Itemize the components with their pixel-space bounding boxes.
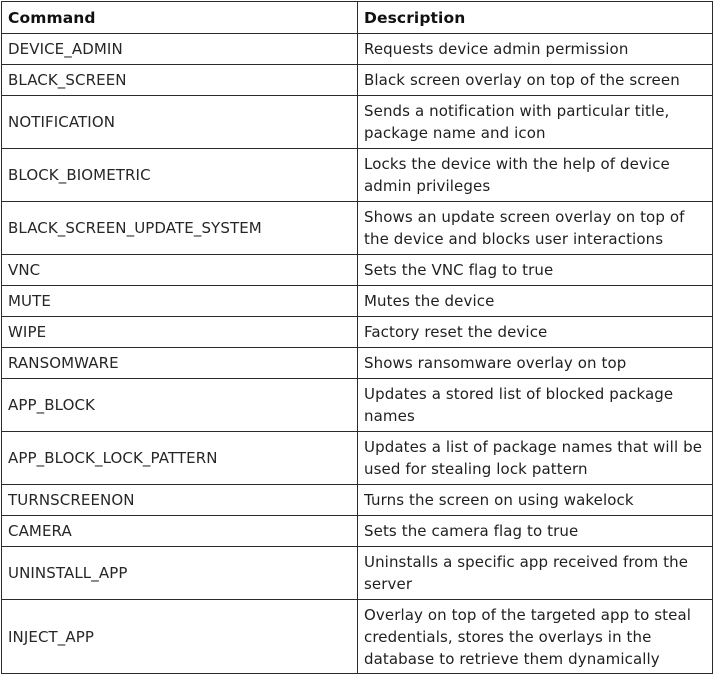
table-row	[2, 317, 713, 348]
command-column-header: Command	[2, 2, 358, 34]
description-cell: Black screen overlay on top of the screen	[358, 65, 713, 96]
command-cell: INJECT_APP	[2, 600, 358, 674]
command-cell: TURNSCREENON	[2, 485, 358, 516]
description-cell: Sends a notification with particular title, package name and icon	[358, 96, 713, 149]
table-row	[2, 600, 713, 674]
table-row	[2, 379, 713, 432]
table-row	[2, 65, 713, 96]
table-row	[2, 547, 713, 600]
table-body	[2, 34, 713, 674]
table-row	[2, 286, 713, 317]
description-column-header: Description	[358, 2, 713, 34]
description-cell: Turns the screen on using wakelock	[358, 485, 713, 516]
description-cell: Locks the device with the help of device admin privileges	[358, 149, 713, 202]
commands-table	[1, 1, 713, 674]
description-cell: Updates a stored list of blocked package names	[358, 379, 713, 432]
description-cell: Shows an update screen overlay on top of the device and blocks user interactions	[358, 202, 713, 255]
description-cell: Uninstalls a specific app received from the server	[358, 547, 713, 600]
header-row	[2, 2, 713, 34]
command-cell: MUTE	[2, 286, 358, 317]
table-row	[2, 348, 713, 379]
command-cell: DEVICE_ADMIN	[2, 34, 358, 65]
description-cell: Requests device admin permission	[358, 34, 713, 65]
table-row	[2, 96, 713, 149]
table-row	[2, 255, 713, 286]
command-cell: VNC	[2, 255, 358, 286]
table-row	[2, 149, 713, 202]
table-row	[2, 485, 713, 516]
description-cell: Overlay on top of the targeted app to steal credentials, stores the overlays in the database to retrieve them dynamically	[358, 600, 713, 674]
command-cell: BLOCK_BIOMETRIC	[2, 149, 358, 202]
command-cell: BLACK_SCREEN	[2, 65, 358, 96]
table-row	[2, 432, 713, 485]
description-cell: Updates a list of package names that will be used for stealing lock pattern	[358, 432, 713, 485]
command-cell: WIPE	[2, 317, 358, 348]
command-cell: NOTIFICATION	[2, 96, 358, 149]
command-cell: APP_BLOCK_LOCK_PATTERN	[2, 432, 358, 485]
table-row	[2, 202, 713, 255]
table-row	[2, 34, 713, 65]
description-cell: Sets the camera flag to true	[358, 516, 713, 547]
command-cell: CAMERA	[2, 516, 358, 547]
description-cell: Mutes the device	[358, 286, 713, 317]
command-cell: APP_BLOCK	[2, 379, 358, 432]
description-cell: Sets the VNC flag to true	[358, 255, 713, 286]
command-cell: RANSOMWARE	[2, 348, 358, 379]
description-cell: Shows ransomware overlay on top	[358, 348, 713, 379]
command-cell: UNINSTALL_APP	[2, 547, 358, 600]
command-cell: BLACK_SCREEN_UPDATE_SYSTEM	[2, 202, 358, 255]
table-row	[2, 516, 713, 547]
description-cell: Factory reset the device	[358, 317, 713, 348]
table-header	[2, 2, 713, 34]
